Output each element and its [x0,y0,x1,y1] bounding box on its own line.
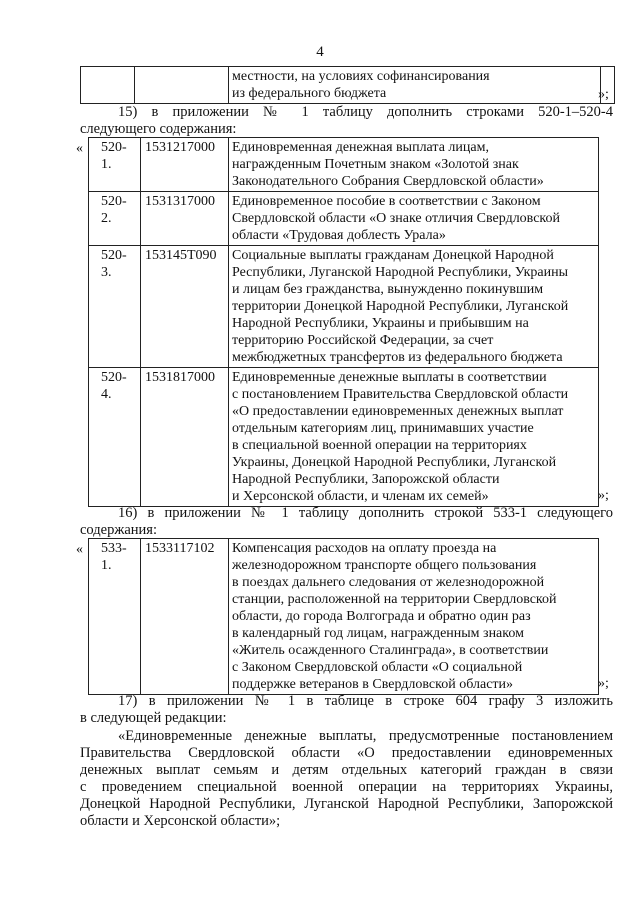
page-number: 4 [316,44,324,60]
table-row [81,67,615,104]
closing-quote: »; [598,87,609,102]
row-description: Единовременное пособие в соответствии с Законом Свердловской области «О знаке отличия Свердловской области «Трудовая доблесть Урала» [229,192,599,246]
row-code: 1531317000 [141,192,229,246]
table-row [89,246,599,368]
row-code: 1531817000 [141,368,229,507]
item-15: 15) в приложении № 1 таблицу дополнить строками 520-1–520-4 следующего содержания: [80,104,613,137]
item-17: 17) в приложении № 1 в таблице в строке 604 графу 3 изложить в следующей редакции: [80,693,613,726]
row-number: 520-4. [89,368,141,507]
table-row [89,192,599,246]
row-code: 1533117102 [141,539,229,695]
item-17-quote: «Единовременные денежные выплаты, предусмотренные постановлением Правительства Свердловской области «О предоставлении единовременных денежных выплат семьям и детям отдельных категорий граждан в связи с проведением специальной военной операции на территориях Украины, Донецкой Народной Республики, Луганской Народной Республики, Запорожской области и Херсонской области»; [80,728,613,829]
row-number: 520-1. [89,138,141,192]
row-description: Единовременная денежная выплата лицам, награжденным Почетным знаком «Золотой знак Законодательного Собрания Свердловской области» [229,138,599,192]
item-16: 16) в приложении № 1 таблицу дополнить строкой 533-1 следующего содержания: [80,505,613,538]
opening-quote: « [76,141,83,156]
row-description: Компенсация расходов на оплату проезда на железнодорожном транспорте общего пользования в поездах дальнего следования от железнодорожной станции, расположенной на территории Свердловской области, до города Волгограда и обратно один раз в календарный год лицам, награжденным знаком «Житель осажденного Сталинграда», в соответствии с Законом Свердловской области «О социальной поддержке ветеранов в Свердловской области» [229,539,599,695]
code-cell [135,67,229,104]
row-code: 1531217000 [141,138,229,192]
continued-table [80,66,615,104]
closing-quote: »; [598,488,609,503]
row-description: Социальные выплаты гражданам Донецкой Народной Республики, Луганской Народной Республики, Украины и лицам без гражданства, вынужденно покинувшим территории Донецкой Народной Республики, Луганской Народной Республики, Украины и прибывшим на территорию Российской Федерации, за счет межбюджетных трансфертов из федерального бюджета [229,246,599,368]
description-cell: местности, на условиях софинансирования из федерального бюджета [229,67,601,104]
table-row [89,368,599,507]
row-number: 520-3. [89,246,141,368]
table-row [89,539,599,695]
row-number: 520-2. [89,192,141,246]
closing-quote: »; [598,676,609,691]
row-description: Единовременные денежные выплаты в соответствии с постановлением Правительства Свердловской области «О предоставлении единовременных денежных выплат отдельным категориям лиц, принимавших участие в специальной военной операции на территориях Украины, Донецкой Народной Республики, Луганской Народной Республики, Запорожской области и Херсонской области, и членам их семей» [229,368,599,507]
row-code: 153145Т090 [141,246,229,368]
opening-quote: « [76,542,83,557]
table-row [89,138,599,192]
table-533 [88,538,599,695]
row-number: 533-1. [89,539,141,695]
num-cell [81,67,135,104]
table-520 [88,137,599,507]
